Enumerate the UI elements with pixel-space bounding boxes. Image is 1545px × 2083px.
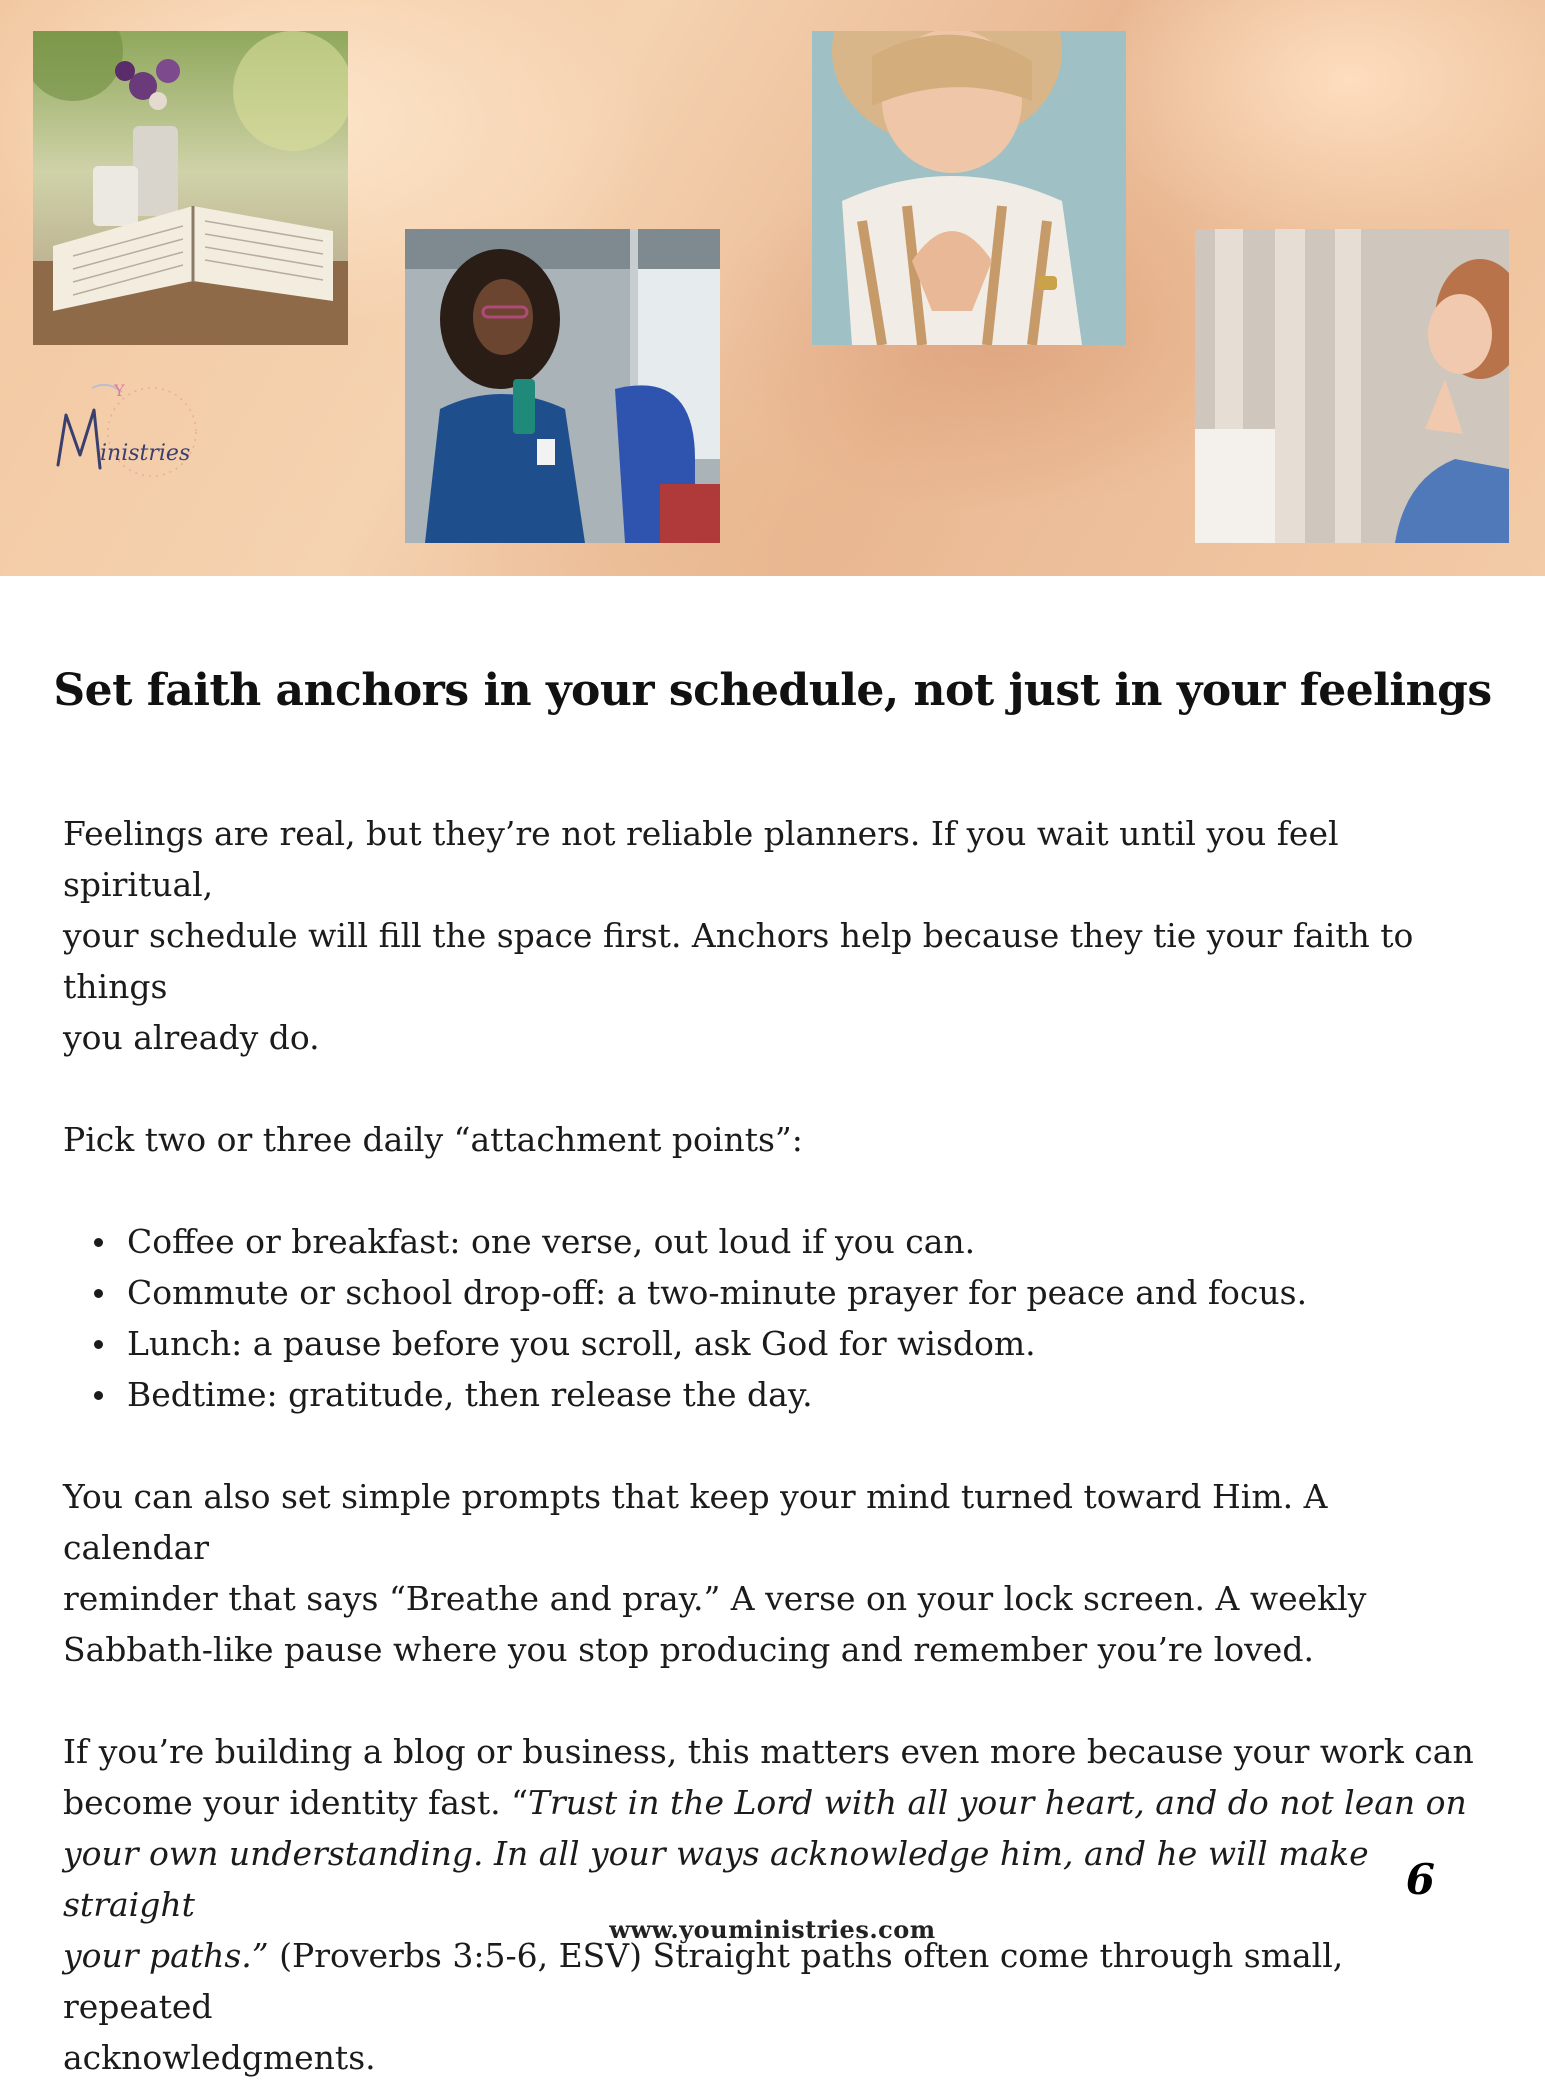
scripture-quote: your paths.” xyxy=(63,1936,269,1975)
paragraph-line: If you’re building a blog or business, this matters even more because your work can xyxy=(63,1732,1474,1771)
header-banner xyxy=(0,0,1545,576)
paragraph-line: You can also set simple prompts that keep your mind turned toward Him. A calendar xyxy=(63,1477,1328,1567)
paragraph-line: Sabbath-like pause where you stop producing and remember you’re loved. xyxy=(63,1630,1314,1669)
page-number: 6 xyxy=(1405,1855,1435,1904)
woman-on-bus-photo xyxy=(405,229,720,543)
paragraph-intro-list: Pick two or three daily “attachment points”: xyxy=(63,1120,803,1159)
paragraph-line: your schedule will fill the space first. Anchors help because they tie your faith to things xyxy=(63,916,1414,1006)
paragraph-line: Feelings are real, but they’re not reliable planners. If you wait until you feel spiritual, xyxy=(63,814,1339,904)
paragraph-line xyxy=(63,1777,1483,1828)
scripture-quote: Trust in the Lord with all your heart, and do not lean on xyxy=(527,1783,1467,1822)
ministries-logo xyxy=(52,370,232,490)
paragraph-line xyxy=(63,1930,1483,2032)
list-item: Commute or school drop-off: a two-minute prayer for peace and focus. xyxy=(127,1267,1483,1318)
svg-text:inistries: inistries xyxy=(100,441,191,466)
paragraph-line: reminder that says “Breathe and pray.” A verse on your lock screen. A weekly xyxy=(63,1579,1367,1618)
body-text xyxy=(63,808,1483,2083)
list-item: Lunch: a pause before you scroll, ask God for wisdom. xyxy=(127,1318,1483,1369)
woman-praying-hands-photo xyxy=(812,31,1126,345)
open-bible-with-flowers-photo xyxy=(33,31,348,345)
paragraph-line: you already do. xyxy=(63,1018,320,1057)
text-segment: become your identity fast. “ xyxy=(63,1783,528,1822)
attachment-points-list xyxy=(63,1216,1483,1420)
page-title: Set faith anchors in your schedule, not just in your feelings xyxy=(53,665,1492,716)
text-segment: (Proverbs 3:5-6, ESV) Straight paths often come through small, repeated xyxy=(63,1936,1344,2026)
child-praying-photo xyxy=(1195,229,1509,543)
svg-text:Y: Y xyxy=(114,381,125,400)
footer-url[interactable]: www.youministries.com xyxy=(609,1915,936,1944)
list-item: Bedtime: gratitude, then release the day. xyxy=(127,1369,1483,1420)
scripture-quote: your own understanding. In all your ways acknowledge him, and he will make straight xyxy=(63,1834,1369,1924)
list-item: Coffee or breakfast: one verse, out loud if you can. xyxy=(127,1216,1483,1267)
paragraph-line: acknowledgments. xyxy=(63,2038,376,2077)
